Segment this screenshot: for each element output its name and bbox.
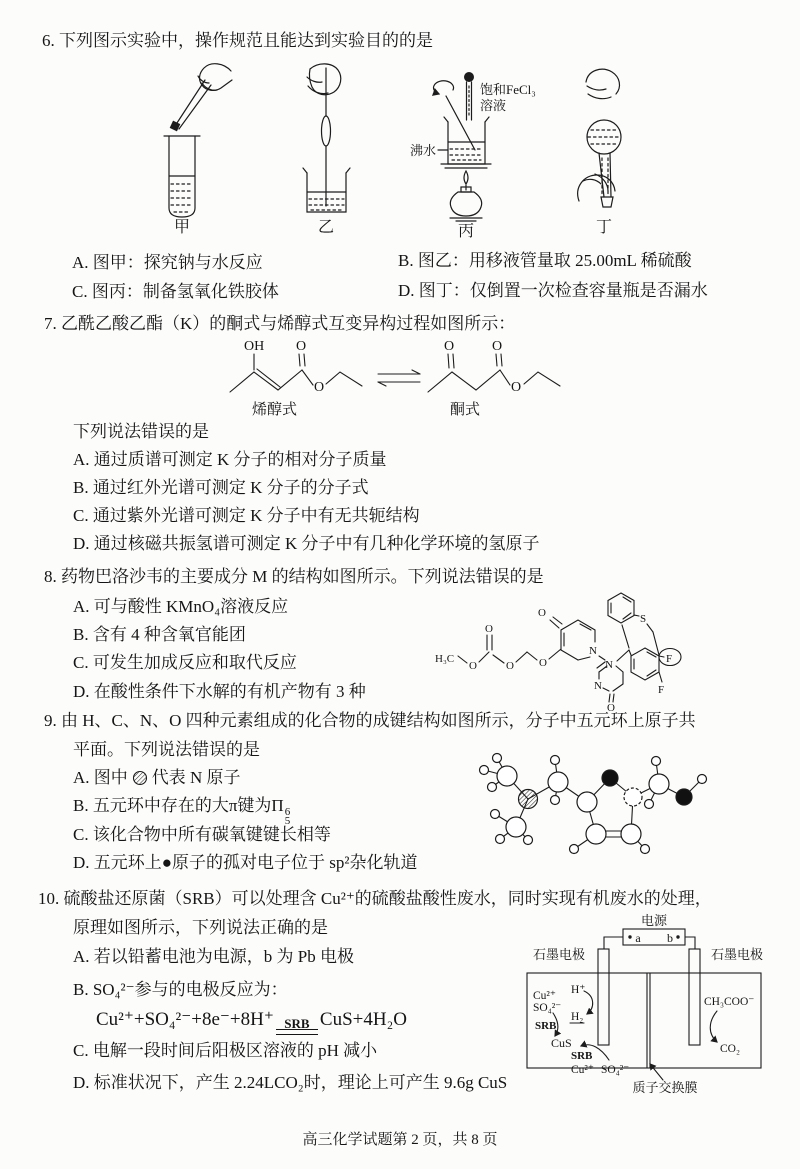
srb2-label: SRB xyxy=(571,1050,593,1062)
co2-label: CO₂ xyxy=(720,1043,740,1055)
pyridinone-ring xyxy=(538,607,597,660)
q10-stem-line2: 原理如图所示，下列说法正确的是 xyxy=(73,918,328,937)
bottom-o6: O xyxy=(607,702,615,712)
h3c-label: H₃C xyxy=(435,653,455,665)
label-jia: 甲 xyxy=(173,219,191,236)
hatched-circle-icon xyxy=(132,770,148,786)
pi-superscript: 6 xyxy=(284,806,291,818)
carbon-atom-faint xyxy=(624,788,642,806)
reaction-arrow-line xyxy=(276,1029,318,1035)
right-wire xyxy=(685,937,695,949)
q7-tautomer-figure xyxy=(222,334,562,418)
q9-option-c: C. 该化合物中所有碳氧键键长相等 xyxy=(73,825,331,844)
label-rongye: 溶液 xyxy=(480,98,507,113)
keto-structure xyxy=(428,339,560,418)
oh-label: OH xyxy=(244,339,265,354)
hydrogen-label: H₂ xyxy=(571,1011,584,1023)
terminal-b-label: b xyxy=(667,931,673,945)
carbon-atom xyxy=(577,792,597,812)
cus-label: CuS xyxy=(551,1036,572,1050)
carbon-atom xyxy=(506,817,526,837)
membrane-pointer xyxy=(650,1064,663,1080)
terminal-b-dot xyxy=(676,935,679,938)
n1-label: N xyxy=(589,645,597,657)
enol-carbonyl-o: O xyxy=(296,339,307,354)
apparatus-bing xyxy=(410,72,536,238)
q10-electrode-equation xyxy=(96,1008,407,1035)
pi-symbol: Π xyxy=(271,796,284,815)
terminal-a-dot xyxy=(628,935,631,938)
q6-option-d: D. 图丁：仅倒置一次检查容量瓶是否漏水 xyxy=(398,281,708,300)
q6-option-a: A. 图甲：探究钠与水反应 xyxy=(72,253,263,272)
left-electrode xyxy=(598,949,609,1045)
keto-ester-o: O xyxy=(511,380,522,395)
q6-option-c: C. 图丙：制备氢氧化铁胶体 xyxy=(72,282,279,301)
cu-ion2-label: Cu²⁺ xyxy=(571,1064,594,1076)
membrane-label: 质子交换膜 xyxy=(632,1080,698,1095)
equation-left: Cu²⁺+SO₄²⁻+8e⁻+8H⁺ xyxy=(96,1009,274,1030)
proton-label: H⁺ xyxy=(571,984,586,996)
q9-option-a xyxy=(73,767,241,789)
right-electrode-label: 石墨电极 xyxy=(711,947,764,962)
cu-ion-label: Cu²⁺ xyxy=(533,990,556,1002)
q10-stem-line1: 10. 硫酸盐还原菌（SRB）可以处理含 Cu²⁺的硫酸盐酸性废水，同时实现有机废水的处理， xyxy=(38,889,712,908)
reaction-arrow-label: SRB xyxy=(284,1016,310,1031)
nn-bridge xyxy=(599,650,629,671)
q10-option-b: B. SO₄²⁻参与的电极反应为： xyxy=(73,980,288,999)
q9-ballstick-figure xyxy=(471,742,719,867)
keto-carbonyl-o1: O xyxy=(444,339,455,354)
q7-substem: 下列说法错误的是 xyxy=(73,422,209,441)
q9-option-b xyxy=(73,795,290,826)
q8-option-b: B. 含有 4 种含氧官能团 xyxy=(73,625,246,644)
keto-carbonyl-o2: O xyxy=(492,339,503,354)
label-bing: 丙 xyxy=(457,223,475,238)
left-electrode-label: 石墨电极 xyxy=(533,947,586,962)
sulfate2-label: SO₄²⁻ xyxy=(601,1064,630,1076)
q9-option-a-prefix: A. 图中 xyxy=(73,768,128,787)
q7-option-a: A. 通过质谱可测定 K 分子的相对分子质量 xyxy=(73,450,387,469)
enol-caption: 烯醇式 xyxy=(252,402,298,418)
q10-electrolysis-figure xyxy=(521,912,797,1097)
q8-option-c: C. 可发生加成反应和取代反应 xyxy=(73,653,297,672)
enol-ester-o: O xyxy=(314,380,325,395)
acetate-label: CH₃COO⁻ xyxy=(704,996,755,1008)
page-footer: 高三化学试题第 2 页，共 8 页 xyxy=(302,1132,498,1148)
oxygen-atom xyxy=(676,789,692,805)
label-yi: 乙 xyxy=(317,219,335,236)
q7-stem: 7. 乙酰乙酸乙酯（K）的酮式与烯醇式互变异构过程如图所示： xyxy=(44,314,516,333)
q7-option-d: D. 通过核磁共振氢谱可测定 K 分子中有几种化学环境的氢原子 xyxy=(73,534,540,553)
oxygen-atom xyxy=(602,770,618,786)
terminal-a-label: a xyxy=(635,931,641,945)
nitrogen-atom xyxy=(519,790,538,809)
q8-baloxavir-figure xyxy=(433,582,695,712)
q10-option-c: C. 电解一段时间后阳极区溶液的 pH 减小 xyxy=(73,1041,378,1060)
atoms xyxy=(480,754,707,854)
power-supply-box xyxy=(623,929,685,945)
equilibrium-arrows xyxy=(378,370,420,386)
q10-option-d: D. 标准状况下，产生 2.24LCO₂时，理论上可产生 9.6g CuS xyxy=(73,1073,508,1092)
srb1-label: SRB xyxy=(535,1020,557,1032)
f1-label: F xyxy=(666,653,673,665)
left-wire xyxy=(604,937,623,949)
carbon-atom xyxy=(649,774,669,794)
apparatus-ding xyxy=(578,69,621,236)
q6-apparatus-figure xyxy=(158,60,648,238)
q6-option-b: B. 图乙：用移液管量取 25.00mL 稀硫酸 xyxy=(398,251,692,270)
s-label: S xyxy=(640,613,647,625)
q7-option-b: B. 通过红外光谱可测定 K 分子的分子式 xyxy=(73,478,369,497)
sulfate-label: SO₄²⁻ xyxy=(533,1002,562,1014)
q9-option-a-suffix: 代表 N 原子 xyxy=(151,768,241,787)
chain-o3: O xyxy=(506,660,514,672)
n3-label: N xyxy=(594,680,602,692)
ring-o5: O xyxy=(538,607,546,619)
q7-option-c: C. 通过紫外光谱可测定 K 分子中有无共轭结构 xyxy=(73,506,420,525)
chain-o1: O xyxy=(469,660,477,672)
apparatus-yi xyxy=(303,64,350,236)
right-cell-species xyxy=(704,996,754,1055)
n2-label: N xyxy=(605,659,613,671)
q9-option-b-text: B. 五元环中存在的大π键为 xyxy=(73,796,272,815)
carbon-atom xyxy=(586,824,606,844)
equation-right: CuS+4H₂O xyxy=(319,1009,407,1030)
left-cell-species xyxy=(533,984,629,1076)
reaction-arrow xyxy=(276,1018,318,1035)
right-electrode xyxy=(689,949,700,1045)
chain-o4: O xyxy=(539,657,547,669)
f2-label: F xyxy=(658,684,665,696)
power-supply-label: 电源 xyxy=(640,913,668,928)
label-fecl3: 饱和FeCl₃ xyxy=(480,82,536,97)
thiepine-benzene xyxy=(608,593,659,655)
enol-structure xyxy=(230,339,362,418)
q10-option-a: A. 若以铅蓄电池为电源，b 为 Pb 电极 xyxy=(73,947,354,966)
fluoro-benzene xyxy=(629,648,681,696)
carbon-atom xyxy=(548,772,568,792)
q8-stem: 8. 药物巴洛沙韦的主要成分 M 的结构如图所示。下列说法错误的是 xyxy=(44,567,544,586)
acetate-arrow xyxy=(710,1011,717,1042)
pi-subscript: 5 xyxy=(284,815,291,827)
q8-option-a: A. 可与酸性 KMnO₄溶液反应 xyxy=(73,597,289,616)
label-boiling-water: 沸水 xyxy=(410,143,437,158)
q6-stem: 6. 下列图示实验中，操作规范且能达到实验目的的是 xyxy=(42,31,433,50)
carbon-atom xyxy=(621,824,641,844)
q9-option-d: D. 五元环上●原子的孤对电子位于 sp²杂化轨道 xyxy=(73,853,418,872)
q8-option-d: D. 在酸性条件下水解的有机产物有 3 种 xyxy=(73,682,366,701)
chain-o2: O xyxy=(485,623,493,635)
q9-stem-line2: 平面。下列说法错误的是 xyxy=(73,740,260,759)
label-ding: 丁 xyxy=(595,219,613,236)
carbonate-chain xyxy=(435,623,561,672)
carbon-atom xyxy=(497,766,517,786)
keto-caption: 酮式 xyxy=(450,402,481,418)
apparatus-jia xyxy=(164,64,232,236)
q9-stem-line1: 9. 由 H、C、N、O 四种元素组成的化合物的成键结构如图所示，分子中五元环上原子共 xyxy=(44,711,696,730)
